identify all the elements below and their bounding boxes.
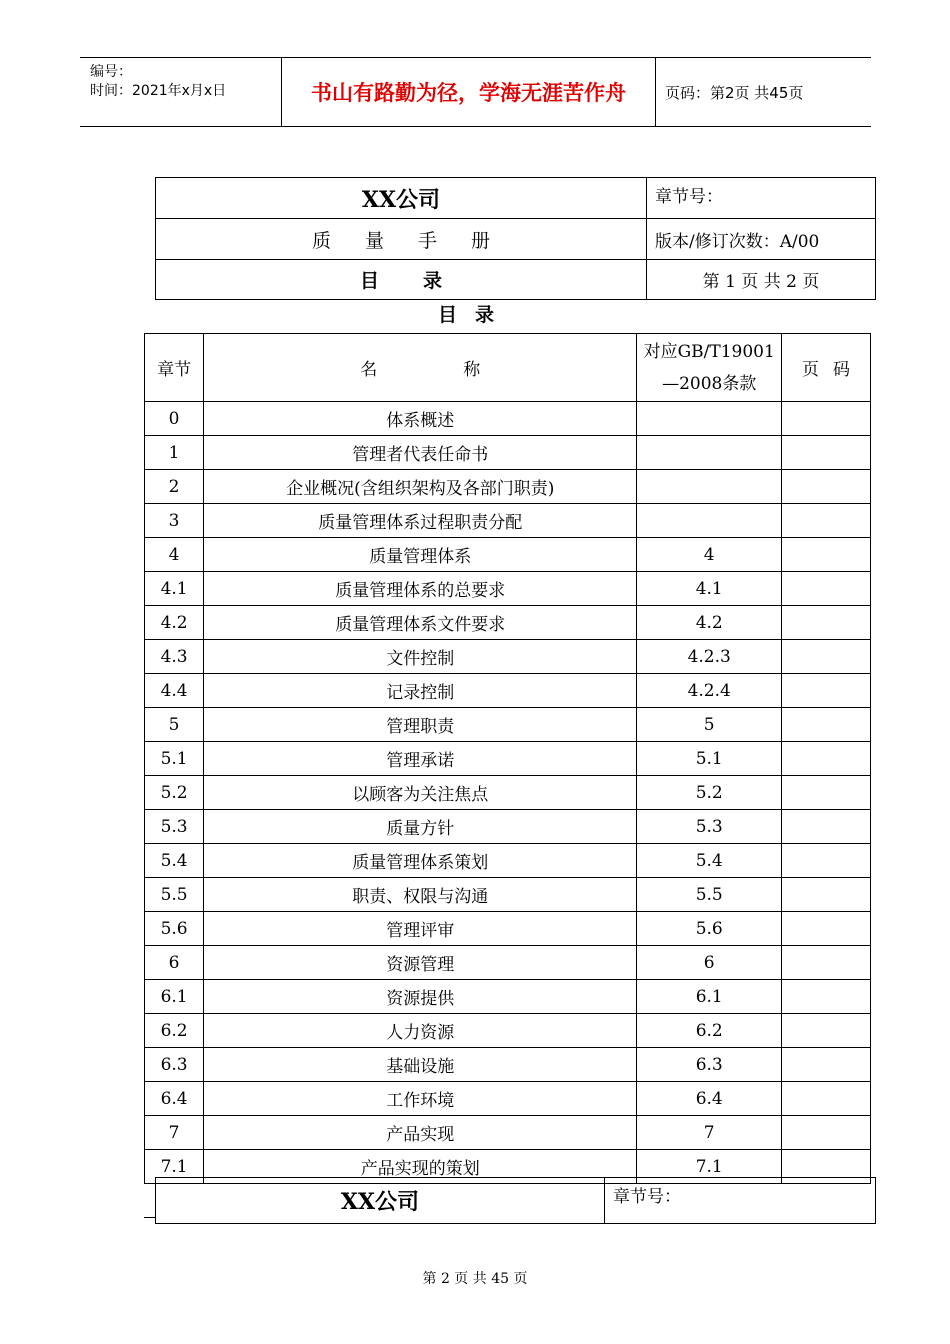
toc-chapter-cell: 6.1 bbox=[145, 980, 204, 1014]
toc-page-cell bbox=[782, 1048, 871, 1082]
table-row bbox=[145, 1048, 871, 1082]
toc-name-cell: 产品实现 bbox=[204, 1116, 637, 1150]
toc-page-cell bbox=[782, 878, 871, 912]
toc-clause-cell: 4.2 bbox=[637, 606, 782, 640]
toc-header-page: 页码 bbox=[782, 334, 871, 402]
toc-page-cell bbox=[782, 640, 871, 674]
toc-name-cell: 以顾客为关注焦点 bbox=[204, 776, 637, 810]
toc-chapter-cell: 4.2 bbox=[145, 606, 204, 640]
toc-clause-cell bbox=[637, 402, 782, 436]
toc-clause-cell: 6.4 bbox=[637, 1082, 782, 1116]
toc-chapter-cell: 3 bbox=[145, 504, 204, 538]
toc-clause-cell bbox=[637, 504, 782, 538]
toc-chapter-cell: 7.1 bbox=[145, 1150, 204, 1184]
toc-header-name: 名称 bbox=[204, 334, 637, 402]
toc-name-cell: 质量管理体系过程职责分配 bbox=[204, 504, 637, 538]
toc-name-cell: 工作环境 bbox=[204, 1082, 637, 1116]
table-row bbox=[145, 538, 871, 572]
toc-clause-cell: 6.2 bbox=[637, 1014, 782, 1048]
toc-clause-cell: 6.1 bbox=[637, 980, 782, 1014]
toc-clause-cell: 5.4 bbox=[637, 844, 782, 878]
document-title-block-next bbox=[155, 1177, 876, 1224]
toc-name-cell: 企业概况(含组织架构及各部门职责) bbox=[204, 470, 637, 504]
table-row bbox=[145, 844, 871, 878]
toc-name-cell: 职责、权限与沟通 bbox=[204, 878, 637, 912]
toc-page-cell bbox=[782, 402, 871, 436]
table-row bbox=[145, 470, 871, 504]
table-row bbox=[145, 436, 871, 470]
toc-chapter-cell: 5.6 bbox=[145, 912, 204, 946]
toc-clause-cell: 4.1 bbox=[637, 572, 782, 606]
toc-clause-cell: 5.5 bbox=[637, 878, 782, 912]
table-row bbox=[145, 674, 871, 708]
toc-clause-cell: 6.3 bbox=[637, 1048, 782, 1082]
table-row bbox=[145, 708, 871, 742]
chapter-number-label-next: 章节号： bbox=[605, 1178, 876, 1224]
manual-title: 质量手册 bbox=[156, 219, 647, 260]
table-row bbox=[145, 742, 871, 776]
toc-name-cell: 质量方针 bbox=[204, 810, 637, 844]
toc-chapter-cell: 6 bbox=[145, 946, 204, 980]
toc-chapter-cell: 0 bbox=[145, 402, 204, 436]
toc-name-cell: 资源管理 bbox=[204, 946, 637, 980]
table-row bbox=[145, 878, 871, 912]
header-page-number: 页码：第2页 共45页 bbox=[665, 83, 804, 102]
toc-clause-cell: 4.2.4 bbox=[637, 674, 782, 708]
toc-chapter-cell: 4.1 bbox=[145, 572, 204, 606]
toc-clause-cell: 4.2.3 bbox=[637, 640, 782, 674]
document-date: 时间：2021年x月x日 bbox=[90, 83, 227, 99]
toc-heading: 目录 bbox=[437, 304, 512, 326]
toc-name-cell: 体系概述 bbox=[204, 402, 637, 436]
toc-page-cell bbox=[782, 504, 871, 538]
table-row bbox=[145, 980, 871, 1014]
toc-page-cell bbox=[782, 810, 871, 844]
toc-name-cell: 质量管理体系策划 bbox=[204, 844, 637, 878]
table-row bbox=[145, 504, 871, 538]
toc-clause-cell: 5 bbox=[637, 708, 782, 742]
toc-chapter-cell: 1 bbox=[145, 436, 204, 470]
toc-name-cell: 质量管理体系 bbox=[204, 538, 637, 572]
toc-name-cell: 记录控制 bbox=[204, 674, 637, 708]
toc-header-clause-line2: —2008条款 bbox=[662, 373, 757, 394]
table-row bbox=[145, 1014, 871, 1048]
toc-clause-cell: 6 bbox=[637, 946, 782, 980]
toc-table bbox=[144, 333, 871, 1184]
toc-chapter-cell: 6.4 bbox=[145, 1082, 204, 1116]
table-row bbox=[145, 1116, 871, 1150]
toc-page-cell bbox=[782, 980, 871, 1014]
toc-chapter-cell: 4 bbox=[145, 538, 204, 572]
toc-page-cell bbox=[782, 1014, 871, 1048]
toc-page-cell bbox=[782, 538, 871, 572]
toc-name-cell: 产品实现的策划 bbox=[204, 1150, 637, 1184]
toc-chapter-cell: 5.4 bbox=[145, 844, 204, 878]
table-row bbox=[145, 402, 871, 436]
section-page-info: 第 1 页 共 2 页 bbox=[647, 260, 876, 300]
running-header bbox=[80, 57, 871, 127]
page-footer: 第 2 页 共 45 页 bbox=[422, 1271, 528, 1287]
toc-page-cell bbox=[782, 776, 871, 810]
toc-name-cell: 质量管理体系的总要求 bbox=[204, 572, 637, 606]
toc-chapter-cell: 2 bbox=[145, 470, 204, 504]
toc-clause-cell bbox=[637, 436, 782, 470]
header-motto: 书山有路勤为径，学海无涯苦作舟 bbox=[281, 58, 656, 126]
toc-name-cell: 质量管理体系文件要求 bbox=[204, 606, 637, 640]
toc-page-cell bbox=[782, 436, 871, 470]
table-row bbox=[145, 640, 871, 674]
toc-header-chapter: 章节 bbox=[145, 334, 204, 402]
toc-header-row bbox=[145, 334, 871, 402]
toc-clause-cell: 5.3 bbox=[637, 810, 782, 844]
table-row bbox=[145, 572, 871, 606]
toc-page-cell bbox=[782, 1116, 871, 1150]
document-number-label: 编号： bbox=[90, 64, 132, 80]
toc-name-cell: 管理职责 bbox=[204, 708, 637, 742]
company-name-next: XX公司 bbox=[156, 1178, 605, 1224]
table-row bbox=[145, 606, 871, 640]
company-name: XX公司 bbox=[156, 178, 647, 219]
toc-clause-cell: 7.1 bbox=[637, 1150, 782, 1184]
toc-page-cell bbox=[782, 572, 871, 606]
toc-clause-cell: 5.1 bbox=[637, 742, 782, 776]
toc-clause-cell: 4 bbox=[637, 538, 782, 572]
toc-clause-cell: 7 bbox=[637, 1116, 782, 1150]
toc-name-cell: 管理评审 bbox=[204, 912, 637, 946]
toc-page-cell bbox=[782, 844, 871, 878]
version-info: 版本/修订次数：A/00 bbox=[647, 219, 876, 260]
toc-chapter-cell: 5 bbox=[145, 708, 204, 742]
chapter-number-label: 章节号： bbox=[647, 178, 876, 219]
toc-chapter-cell: 5.1 bbox=[145, 742, 204, 776]
table-row bbox=[145, 1082, 871, 1116]
table-row bbox=[145, 946, 871, 980]
toc-clause-cell bbox=[637, 470, 782, 504]
toc-name-cell: 资源提供 bbox=[204, 980, 637, 1014]
header-meta bbox=[80, 58, 280, 126]
table-row bbox=[145, 776, 871, 810]
toc-header-clause bbox=[637, 334, 782, 402]
table-edge-line bbox=[144, 1217, 156, 1218]
toc-name-cell: 管理者代表任命书 bbox=[204, 436, 637, 470]
toc-page-cell bbox=[782, 742, 871, 776]
toc-header-clause-line1: 对应GB/T19001 bbox=[643, 341, 775, 362]
toc-page-cell bbox=[782, 1082, 871, 1116]
toc-chapter-cell: 4.4 bbox=[145, 674, 204, 708]
toc-chapter-cell: 5.3 bbox=[145, 810, 204, 844]
toc-chapter-cell: 6.3 bbox=[145, 1048, 204, 1082]
section-title: 目录 bbox=[156, 260, 647, 300]
toc-name-cell: 人力资源 bbox=[204, 1014, 637, 1048]
toc-page-cell bbox=[782, 946, 871, 980]
toc-name-cell: 管理承诺 bbox=[204, 742, 637, 776]
toc-page-cell bbox=[782, 912, 871, 946]
toc-chapter-cell: 7 bbox=[145, 1116, 204, 1150]
toc-name-cell: 文件控制 bbox=[204, 640, 637, 674]
toc-page-cell bbox=[782, 708, 871, 742]
toc-chapter-cell: 6.2 bbox=[145, 1014, 204, 1048]
toc-chapter-cell: 4.3 bbox=[145, 640, 204, 674]
table-row bbox=[145, 810, 871, 844]
toc-clause-cell: 5.2 bbox=[637, 776, 782, 810]
toc-chapter-cell: 5.5 bbox=[145, 878, 204, 912]
table-row bbox=[145, 912, 871, 946]
toc-page-cell bbox=[782, 606, 871, 640]
toc-clause-cell: 5.6 bbox=[637, 912, 782, 946]
toc-chapter-cell: 5.2 bbox=[145, 776, 204, 810]
toc-name-cell: 基础设施 bbox=[204, 1048, 637, 1082]
toc-page-cell bbox=[782, 674, 871, 708]
document-title-block bbox=[155, 177, 876, 300]
toc-page-cell bbox=[782, 470, 871, 504]
